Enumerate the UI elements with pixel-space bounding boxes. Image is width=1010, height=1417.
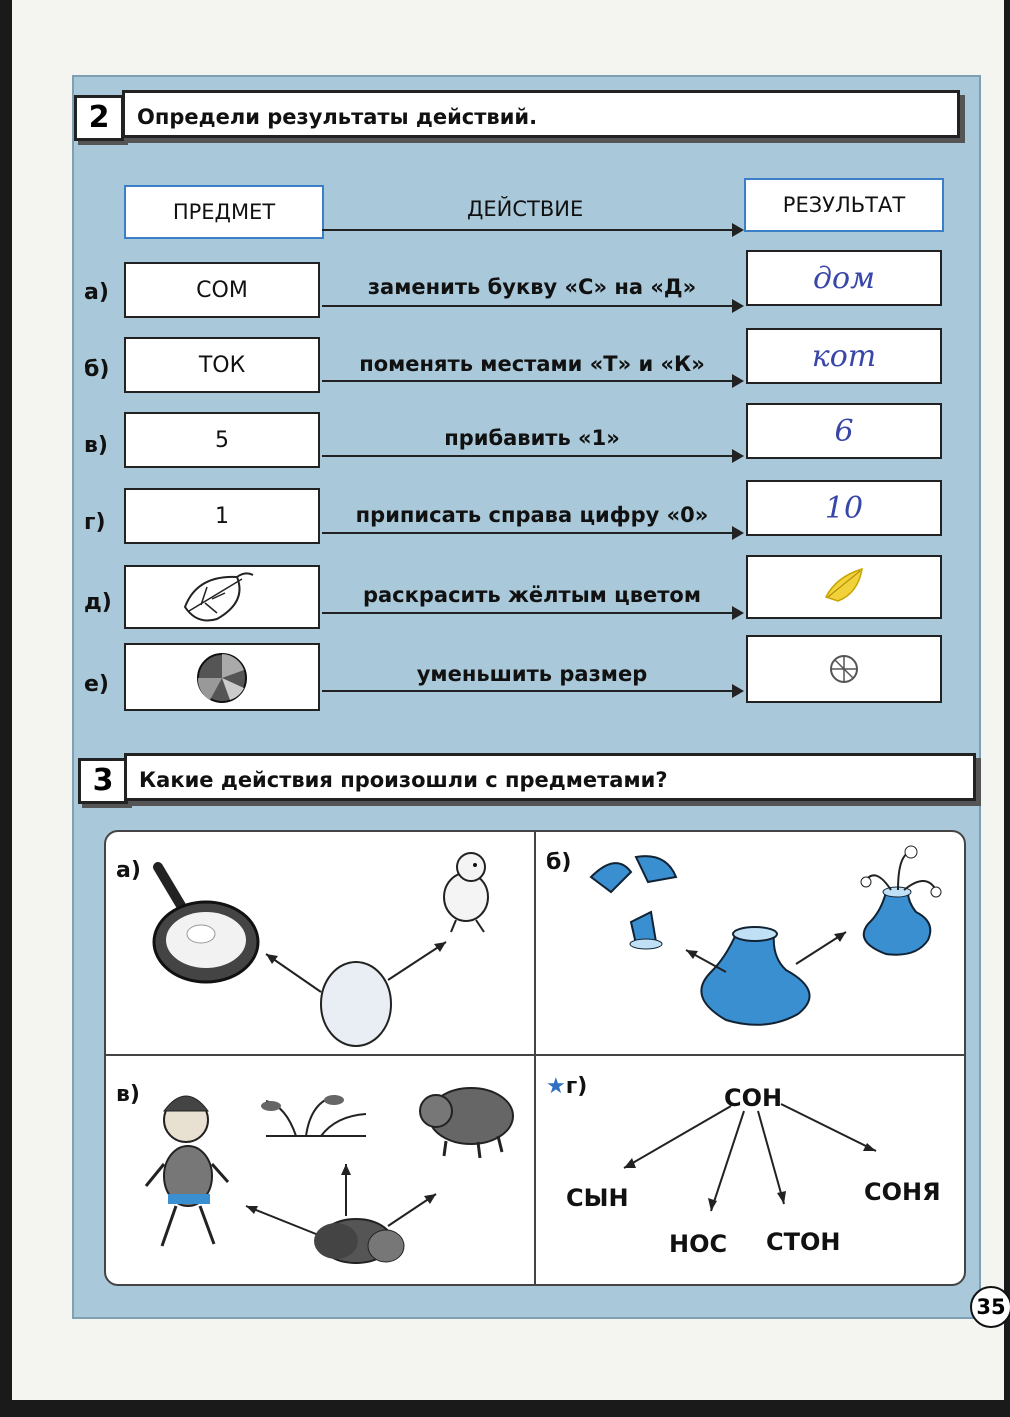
cell-label: в) bbox=[116, 1082, 140, 1107]
result-box[interactable] bbox=[746, 328, 942, 384]
handwritten-answer: 10 bbox=[824, 491, 864, 526]
item-box: 5 bbox=[124, 412, 320, 468]
action-text: приписать справа цифру «0» bbox=[355, 503, 709, 527]
cell-label: б) bbox=[546, 850, 572, 875]
result-box[interactable] bbox=[746, 403, 942, 459]
result-box[interactable] bbox=[746, 635, 942, 703]
vase-icon bbox=[701, 927, 809, 1025]
leaf-icon bbox=[167, 567, 277, 629]
row-label: д) bbox=[84, 590, 112, 615]
cell-g bbox=[536, 1056, 964, 1284]
row-label: в) bbox=[84, 433, 108, 458]
workbook-page bbox=[12, 0, 1004, 1400]
result-box[interactable] bbox=[746, 250, 942, 306]
result-box[interactable] bbox=[746, 555, 942, 619]
cell-b-illustration bbox=[536, 832, 964, 1054]
cell-label: ★г) bbox=[546, 1074, 588, 1099]
acorn-man-icon bbox=[146, 1096, 228, 1246]
cell-b bbox=[536, 832, 964, 1054]
word-center: СОН bbox=[724, 1084, 783, 1112]
header-result: РЕЗУЛЬТАТ bbox=[744, 178, 944, 232]
cell-a-illustration bbox=[106, 832, 534, 1054]
frying-pan-icon bbox=[154, 867, 258, 982]
action-arrow bbox=[322, 532, 742, 534]
page-number: 35 bbox=[970, 1286, 1010, 1328]
header-arrow bbox=[322, 229, 742, 231]
action-text: уменьшить размер bbox=[416, 662, 648, 686]
action-text: прибавить «1» bbox=[444, 426, 620, 450]
item-box bbox=[124, 643, 320, 711]
task-3-number: 3 bbox=[78, 758, 128, 804]
acorn-icon bbox=[314, 1219, 404, 1263]
pig-icon bbox=[420, 1088, 513, 1158]
word: НОС bbox=[669, 1230, 728, 1258]
item-box: 1 bbox=[124, 488, 320, 544]
ball-icon bbox=[192, 648, 252, 708]
task-3-title: Какие действия произошли с предметами? bbox=[124, 753, 976, 801]
word: СЫН bbox=[566, 1184, 629, 1212]
cell-v bbox=[106, 1056, 534, 1284]
action-text: раскрасить жёлтым цветом bbox=[362, 583, 702, 607]
row-label: е) bbox=[84, 672, 109, 697]
row-label: а) bbox=[84, 280, 109, 305]
action-text: поменять местами «Т» и «К» bbox=[359, 352, 705, 376]
cell-label: а) bbox=[116, 858, 141, 883]
chick-icon bbox=[444, 853, 488, 932]
action-text: заменить букву «С» на «Д» bbox=[367, 275, 697, 299]
handwritten-answer: кот bbox=[811, 339, 877, 374]
sprout-icon bbox=[261, 1095, 366, 1136]
action-arrow bbox=[322, 455, 742, 457]
word: СОНЯ bbox=[864, 1178, 941, 1206]
item-box bbox=[124, 565, 320, 629]
star-icon: ★ bbox=[546, 1074, 566, 1099]
row-label: г) bbox=[84, 510, 106, 535]
item-box: СОМ bbox=[124, 262, 320, 318]
vase-with-flowers-icon bbox=[861, 846, 941, 955]
handwritten-answer: дом bbox=[813, 261, 875, 296]
task-2-title: Определи результаты действий. bbox=[122, 90, 960, 138]
small-ball-icon bbox=[824, 649, 864, 689]
broken-vase-icon bbox=[591, 856, 676, 949]
action-arrow bbox=[322, 305, 742, 307]
row-label: б) bbox=[84, 357, 110, 382]
cell-v-illustration bbox=[106, 1056, 534, 1284]
action-arrow bbox=[322, 690, 742, 692]
yellow-leaf-icon bbox=[804, 557, 884, 613]
task-2-number: 2 bbox=[74, 95, 124, 141]
action-arrow bbox=[322, 612, 742, 614]
item-box: ТОК bbox=[124, 337, 320, 393]
header-item: ПРЕДМЕТ bbox=[124, 185, 324, 239]
egg-icon bbox=[321, 962, 391, 1046]
task-3-panel bbox=[104, 830, 966, 1286]
result-box[interactable] bbox=[746, 480, 942, 536]
header-action: ДЕЙСТВИЕ bbox=[467, 197, 584, 221]
action-arrow bbox=[322, 380, 742, 382]
cell-a bbox=[106, 832, 534, 1054]
handwritten-answer: 6 bbox=[834, 414, 854, 449]
word: СТОН bbox=[766, 1228, 841, 1256]
